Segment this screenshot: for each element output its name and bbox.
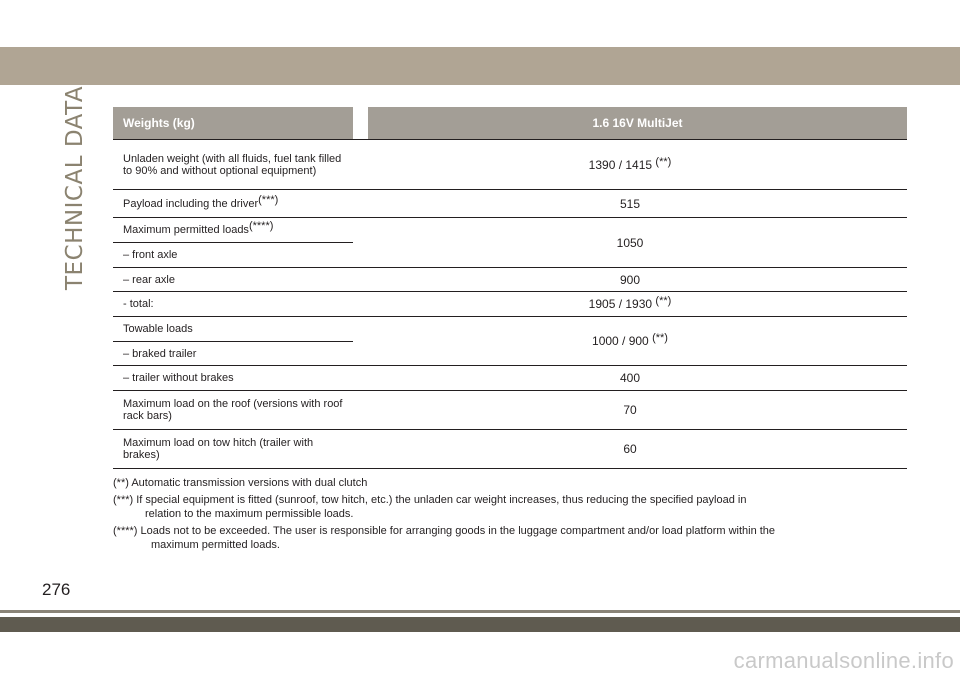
footer-band [0,617,960,632]
footnote-text-continued: maximum permitted loads. [151,539,280,551]
footnote [113,476,913,490]
table-header-row [113,107,907,140]
table-row [113,292,907,317]
header-weights: Weights (kg) [113,107,353,140]
table-row [113,218,907,243]
table-row [113,317,907,342]
header-gap [353,107,368,140]
header-engine: 1.6 16V MultiJet [368,107,907,140]
row-label: – front axle [113,243,353,268]
footnote [113,493,913,521]
row-label: Towable loads [113,317,353,342]
footnote-text: If special equipment is fitted (sunroof, tow hitch, etc.) the unladen car weight increases, thus reducing the specified payload in [136,494,747,506]
row-label: – braked trailer [113,342,353,366]
table-row [113,366,907,391]
row-value: 70 [353,391,907,430]
row-value: 1390 / 1415 (**) [353,140,907,190]
footnote-text: Automatic transmission versions with dual clutch [131,477,368,489]
row-value: 400 [353,366,907,391]
footer-rule [0,610,960,613]
footnote-text-continued: relation to the maximum permissible loads. [145,508,354,520]
row-value: 515 [353,190,907,218]
row-value: 900 [353,268,907,292]
row-value: 1905 / 1930 (**) [353,292,907,317]
header-band [0,47,960,85]
row-label: – rear axle [113,268,353,292]
footnote-text: Loads not to be exceeded. The user is responsible for arranging goods in the luggage compartment and/or load platform within the [140,525,776,537]
table-row [113,140,907,190]
table-row [113,268,907,292]
row-label: Maximum permitted loads(****) [113,218,353,243]
footnote-mark: (****) [113,525,138,537]
footnote-mark: (***) [113,494,134,506]
row-value: 1000 / 900 (**) [353,317,907,366]
row-label: Maximum load on the roof (versions with roof rack bars) [113,391,353,430]
table-row [113,391,907,430]
row-label: – trailer without brakes [113,366,353,391]
footnotes [113,476,913,555]
row-label: Maximum load on tow hitch (trailer with brakes) [113,430,353,469]
row-label: Unladen weight (with all fluids, fuel tank filled to 90% and without optional equipment) [113,140,353,190]
row-value: 1050 [353,218,907,268]
row-label: Payload including the driver(***) [113,190,353,218]
row-label: - total: [113,292,353,317]
page-number: 276 [42,580,71,599]
watermark: carmanualsonline.info [733,648,954,673]
table-row [113,430,907,469]
section-title: TECHNICAL DATA [62,85,88,290]
weights-table [113,107,907,469]
footnote [113,524,913,552]
row-value: 60 [353,430,907,469]
footnote-mark: (**) [113,477,129,489]
table-row [113,190,907,218]
